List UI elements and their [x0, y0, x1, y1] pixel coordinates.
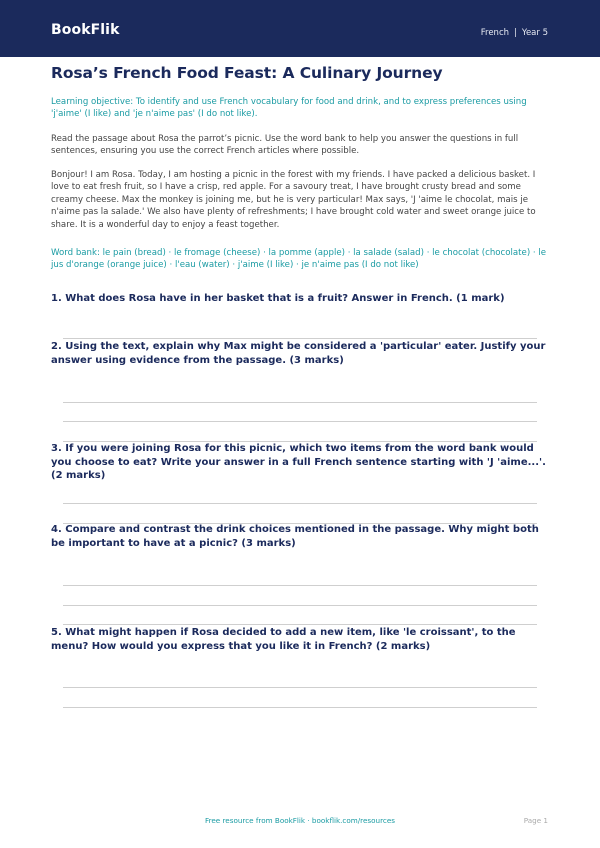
answer-line[interactable]: [63, 687, 537, 688]
instructions: Read the passage about Rosa the parrot’s picnic. Use the word bank to help you answer the questions in full sentences, ensuring you use the correct French articles where possible.: [51, 134, 519, 156]
brand-logo: BookFlik: [51, 22, 120, 38]
year-label: Year 5: [521, 28, 548, 38]
answer-line[interactable]: [63, 402, 537, 403]
page-header: [0, 0, 600, 57]
question-5: 5. What might happen if Rosa decided to add a new item, like 'le croissant', to the menu? How would you express that you like it in French? (2 marks): [51, 627, 516, 652]
word-bank: Word bank: le pain (bread) · le fromage (cheese) · la pomme (apple) · la salade (salad) · le chocolat (chocolate) · le jus d'orange (orange juice) · l'eau (water) · j'aime (I like) · je n'aime pas (I do not like): [51, 248, 547, 271]
answer-line[interactable]: [63, 421, 537, 422]
question-4: 4. Compare and contrast the drink choices mentioned in the passage. Why might both be important to have at a picnic? (3 marks): [51, 524, 539, 549]
answer-line[interactable]: [63, 338, 537, 339]
footer-credit: Free resource from BookFlik · bookflik.com/resources: [204, 816, 396, 825]
answer-line[interactable]: [63, 707, 537, 708]
answer-line[interactable]: [63, 624, 537, 625]
question-1: 1. What does Rosa have in her basket that is a fruit? Answer in French. (1 mark): [51, 293, 505, 304]
answer-line[interactable]: [63, 585, 537, 586]
page-title: Rosa’s French Food Feast: A Culinary Journey: [51, 64, 443, 82]
question-3: 3. If you were joining Rosa for this picnic, which two items from the word bank would you choose to eat? Write your answer in a full French sentence starting with 'J 'aime...'. (2 marks): [51, 443, 546, 481]
subject-label: French: [480, 28, 510, 38]
answer-line[interactable]: [63, 503, 537, 504]
reading-passage: Bonjour! I am Rosa. Today, I am hosting a picnic in the forest with my friends. I have packed a delicious basket. I love to eat fresh fruit, so I have a crisp, red apple. For a savoury treat, I have brought crusty bread and some creamy cheese. Max the monkey is joining me, but he is very particular! Max says, 'J 'aime le chocolat, mais je n'aime pas la salade.' We also have plenty of refreshments; I have brought cold water and sweet orange juice to share. It is a wonderful day to enjoy a feast together.: [51, 170, 536, 230]
question-2: 2. Using the text, explain why Max might be considered a 'particular' eater. Justify your answer using evidence from the passage. (3 marks): [51, 341, 546, 366]
meta-separator: |: [514, 28, 517, 38]
page-number: Page 1: [523, 816, 548, 825]
learning-objective: Learning objective: To identify and use French vocabulary for food and drink, and to express preferences using 'j'aime' (I like) and 'je n'aime pas' (I do not like).: [51, 97, 527, 119]
header-meta: [481, 28, 548, 38]
answer-line[interactable]: [63, 605, 537, 606]
